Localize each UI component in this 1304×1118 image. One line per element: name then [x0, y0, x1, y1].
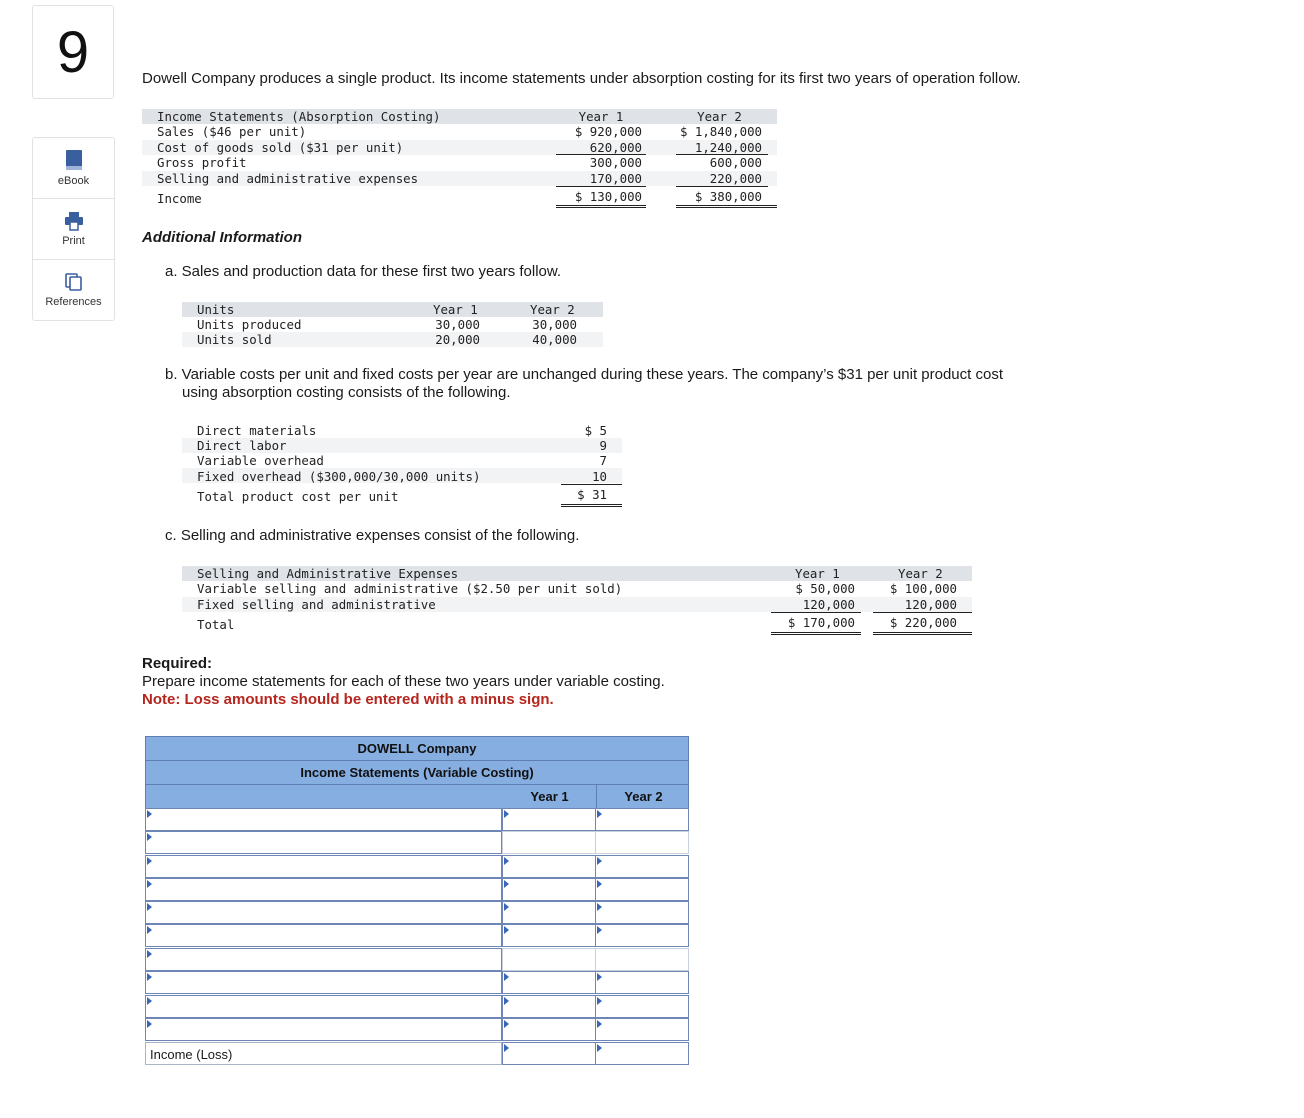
- year1-amount-input[interactable]: [502, 878, 596, 901]
- input-flag-icon: [504, 973, 509, 981]
- year2-amount-input[interactable]: [595, 1042, 689, 1065]
- intro-text: Dowell Company produces a single product. Its income statements under absorption costing for its first two years of operation follow.: [142, 70, 1021, 87]
- row-label: Fixed overhead ($300,000/30,000 units): [197, 469, 481, 484]
- row-label: Direct materials: [197, 423, 317, 438]
- statement-title: Income Statements (Variable Costing): [145, 761, 689, 785]
- sidebar: [32, 137, 115, 321]
- amount-input[interactable]: [596, 809, 688, 830]
- cell-value: $ 220,000: [889, 615, 957, 630]
- empty-cell: [502, 948, 596, 971]
- amount-input[interactable]: [503, 879, 595, 900]
- label-input[interactable]: [146, 879, 501, 900]
- dropdown-flag-icon: [147, 833, 152, 841]
- cell-value: 40,000: [532, 332, 577, 347]
- cell-value: $ 100,000: [889, 581, 957, 596]
- cell-value: 30,000: [435, 317, 480, 332]
- cell-value: 30,000: [532, 317, 577, 332]
- cell-value: 220,000: [709, 171, 762, 186]
- rule: [676, 154, 768, 155]
- input-flag-icon: [504, 1020, 509, 1028]
- part-b-text-2: using absorption costing consists of the following.: [182, 384, 511, 401]
- cell-value: $ 1,840,000: [679, 124, 762, 139]
- input-flag-icon: [597, 973, 602, 981]
- label-input[interactable]: [146, 809, 501, 830]
- row-label-input[interactable]: [145, 971, 502, 994]
- dropdown-flag-icon: [147, 880, 152, 888]
- cell-value: $ 920,000: [574, 124, 642, 139]
- amount-input[interactable]: [503, 996, 595, 1017]
- input-flag-icon: [504, 1044, 509, 1052]
- cell-value: 1,240,000: [694, 140, 762, 155]
- cell-value: 170,000: [589, 171, 642, 186]
- amount-input[interactable]: [596, 1043, 688, 1064]
- empty-cell: [595, 831, 689, 854]
- rule: [873, 612, 972, 613]
- row-label: Fixed selling and administrative: [197, 597, 436, 612]
- amount-input[interactable]: [596, 879, 688, 900]
- input-flag-icon: [597, 926, 602, 934]
- row-label-input[interactable]: [145, 948, 502, 971]
- double-rule: [556, 205, 646, 208]
- year2-amount-input[interactable]: [595, 878, 689, 901]
- input-flag-icon: [504, 810, 509, 818]
- amount-input[interactable]: [596, 856, 688, 877]
- amount-input[interactable]: [596, 996, 688, 1017]
- additional-info-title: Additional Information: [142, 229, 302, 246]
- required-text: Prepare income statements for each of these two years under variable costing.: [142, 673, 665, 690]
- label-input[interactable]: [146, 996, 501, 1017]
- row-label: Total product cost per unit: [197, 489, 399, 504]
- col-header-year2: Year 2: [596, 785, 690, 808]
- input-flag-icon: [504, 903, 509, 911]
- sidebar-item-label: References: [45, 296, 102, 308]
- double-rule: [771, 632, 861, 635]
- rule: [676, 186, 768, 187]
- cell-value: 300,000: [589, 155, 642, 170]
- year1-amount-input[interactable]: [502, 1042, 596, 1065]
- empty-cell: [502, 831, 596, 854]
- rule: [556, 186, 646, 187]
- input-flag-icon: [597, 810, 602, 818]
- cell-value: $ 130,000: [574, 189, 642, 204]
- cell-value: $ 50,000: [795, 581, 855, 596]
- input-flag-icon: [597, 857, 602, 865]
- cell-value: 120,000: [904, 597, 957, 612]
- dropdown-flag-icon: [147, 1020, 152, 1028]
- year2-amount-input[interactable]: [595, 901, 689, 924]
- rule: [771, 612, 861, 613]
- year2-amount-input[interactable]: [595, 995, 689, 1018]
- cell-value: $ 380,000: [694, 189, 762, 204]
- cell-value: 10: [592, 469, 607, 484]
- answer-table: [145, 736, 689, 809]
- year1-amount-input[interactable]: [502, 855, 596, 878]
- cell-value: $ 5: [584, 423, 607, 438]
- year1-amount-input[interactable]: [502, 808, 596, 831]
- empty-cell: [595, 948, 689, 971]
- part-a-text: a. Sales and production data for these first two years follow.: [165, 263, 562, 280]
- part-c-text: c. Selling and administrative expenses consist of the following.: [165, 527, 580, 544]
- double-rule: [561, 504, 622, 507]
- input-flag-icon: [597, 1044, 602, 1052]
- units-header: Units: [197, 302, 235, 317]
- sidebar-item-references[interactable]: [33, 260, 114, 320]
- printer-icon: [64, 211, 84, 231]
- label-input[interactable]: [146, 925, 501, 946]
- row-label-input[interactable]: [145, 855, 502, 878]
- year2-amount-input[interactable]: [595, 855, 689, 878]
- sidebar-item-label: Print: [62, 235, 85, 247]
- col-header-year1: Year 1: [795, 566, 840, 581]
- company-name: DOWELL Company: [145, 736, 689, 761]
- dropdown-flag-icon: [147, 997, 152, 1005]
- input-flag-icon: [504, 997, 509, 1005]
- sidebar-item-ebook[interactable]: [33, 138, 114, 199]
- double-rule: [676, 205, 777, 208]
- label-input[interactable]: [146, 856, 501, 877]
- row-label: Total: [197, 617, 235, 632]
- year1-amount-input[interactable]: [502, 1018, 596, 1041]
- row-label: Gross profit: [157, 155, 247, 170]
- col-header-year1: Year 1: [433, 302, 478, 317]
- row-label: Variable overhead: [197, 453, 324, 468]
- input-flag-icon: [504, 926, 509, 934]
- references-icon: [64, 272, 84, 292]
- label-input[interactable]: [146, 949, 501, 970]
- cell-value: 120,000: [802, 597, 855, 612]
- dropdown-flag-icon: [147, 857, 152, 865]
- amount-input[interactable]: [596, 925, 688, 946]
- required-title: Required:: [142, 655, 213, 672]
- year1-amount-input[interactable]: [502, 901, 596, 924]
- dropdown-flag-icon: [147, 973, 152, 981]
- row-label-input[interactable]: [145, 901, 502, 924]
- amount-input[interactable]: [503, 925, 595, 946]
- year1-amount-input[interactable]: [502, 971, 596, 994]
- amount-input[interactable]: [503, 856, 595, 877]
- amount-input[interactable]: [503, 809, 595, 830]
- book-icon: [65, 149, 83, 171]
- cell-value: 600,000: [709, 155, 762, 170]
- row-label: Selling and administrative expenses: [157, 171, 419, 186]
- label-input[interactable]: [146, 832, 501, 853]
- input-flag-icon: [597, 997, 602, 1005]
- label-input[interactable]: [146, 902, 501, 923]
- row-label-input[interactable]: [145, 1018, 502, 1041]
- row-label-input[interactable]: [145, 808, 502, 831]
- input-flag-icon: [504, 857, 509, 865]
- col-header-year2: Year 2: [697, 109, 742, 124]
- year1-amount-input[interactable]: [502, 924, 596, 947]
- row-label: Units sold: [197, 332, 272, 347]
- cell-value: 620,000: [589, 140, 642, 155]
- dropdown-flag-icon: [147, 903, 152, 911]
- row-label: Units produced: [197, 317, 302, 332]
- dropdown-flag-icon: [147, 950, 152, 958]
- absorption-header: Income Statements (Absorption Costing): [157, 109, 441, 124]
- amount-input[interactable]: [503, 1019, 595, 1040]
- rule: [561, 484, 622, 485]
- amount-input[interactable]: [596, 902, 688, 923]
- input-flag-icon: [597, 1020, 602, 1028]
- required-note: Note: Loss amounts should be entered with a minus sign.: [142, 691, 554, 708]
- year2-amount-input[interactable]: [595, 808, 689, 831]
- cell-value: 20,000: [435, 332, 480, 347]
- dropdown-flag-icon: [147, 926, 152, 934]
- input-flag-icon: [504, 880, 509, 888]
- row-label: Cost of goods sold ($31 per unit): [157, 140, 404, 155]
- year1-amount-input[interactable]: [502, 995, 596, 1018]
- rule: [556, 154, 646, 155]
- income-loss-row: [145, 1042, 502, 1065]
- sidebar-item-print[interactable]: [33, 199, 114, 260]
- cell-value: $ 170,000: [787, 615, 855, 630]
- col-header-year1: Year 1: [530, 789, 569, 804]
- amount-input[interactable]: [503, 1043, 595, 1064]
- input-flag-icon: [597, 880, 602, 888]
- cell-value: 7: [599, 453, 607, 468]
- part-b-text: b. Variable costs per unit and fixed costs per year are unchanged during these years. The company’s $31 per unit product cost: [165, 366, 1003, 383]
- year2-amount-input[interactable]: [595, 924, 689, 947]
- income-loss-label: Income (Loss): [150, 1047, 233, 1062]
- amount-input[interactable]: [503, 902, 595, 923]
- cell-value: 9: [599, 438, 607, 453]
- cell-value: $ 31: [577, 487, 607, 502]
- column-header-row: [145, 785, 689, 809]
- sidebar-item-label: eBook: [57, 175, 90, 187]
- col-header-year2: Year 2: [898, 566, 943, 581]
- row-label-input[interactable]: [145, 878, 502, 901]
- amount-input[interactable]: [503, 972, 595, 993]
- row-label: Income: [157, 191, 202, 206]
- label-input[interactable]: [146, 1019, 501, 1040]
- amount-input[interactable]: [596, 1019, 688, 1040]
- row-label-input[interactable]: [145, 924, 502, 947]
- year2-amount-input[interactable]: [595, 1018, 689, 1041]
- row-label-input[interactable]: [145, 995, 502, 1018]
- col-header-year1: Year 1: [578, 109, 624, 124]
- row-label: Direct labor: [197, 438, 287, 453]
- row-label-input[interactable]: [145, 831, 502, 854]
- double-rule: [873, 632, 972, 635]
- dropdown-flag-icon: [147, 810, 152, 818]
- question-number: 9: [32, 5, 114, 99]
- sa-header: Selling and Administrative Expenses: [197, 566, 459, 581]
- year2-amount-input[interactable]: [595, 971, 689, 994]
- input-flag-icon: [597, 903, 602, 911]
- row-label: Sales ($46 per unit): [157, 124, 307, 139]
- row-label: Variable selling and administrative ($2.50 per unit sold): [197, 581, 623, 596]
- label-input[interactable]: [146, 972, 501, 993]
- amount-input[interactable]: [596, 972, 688, 993]
- col-header-year2: Year 2: [530, 302, 575, 317]
